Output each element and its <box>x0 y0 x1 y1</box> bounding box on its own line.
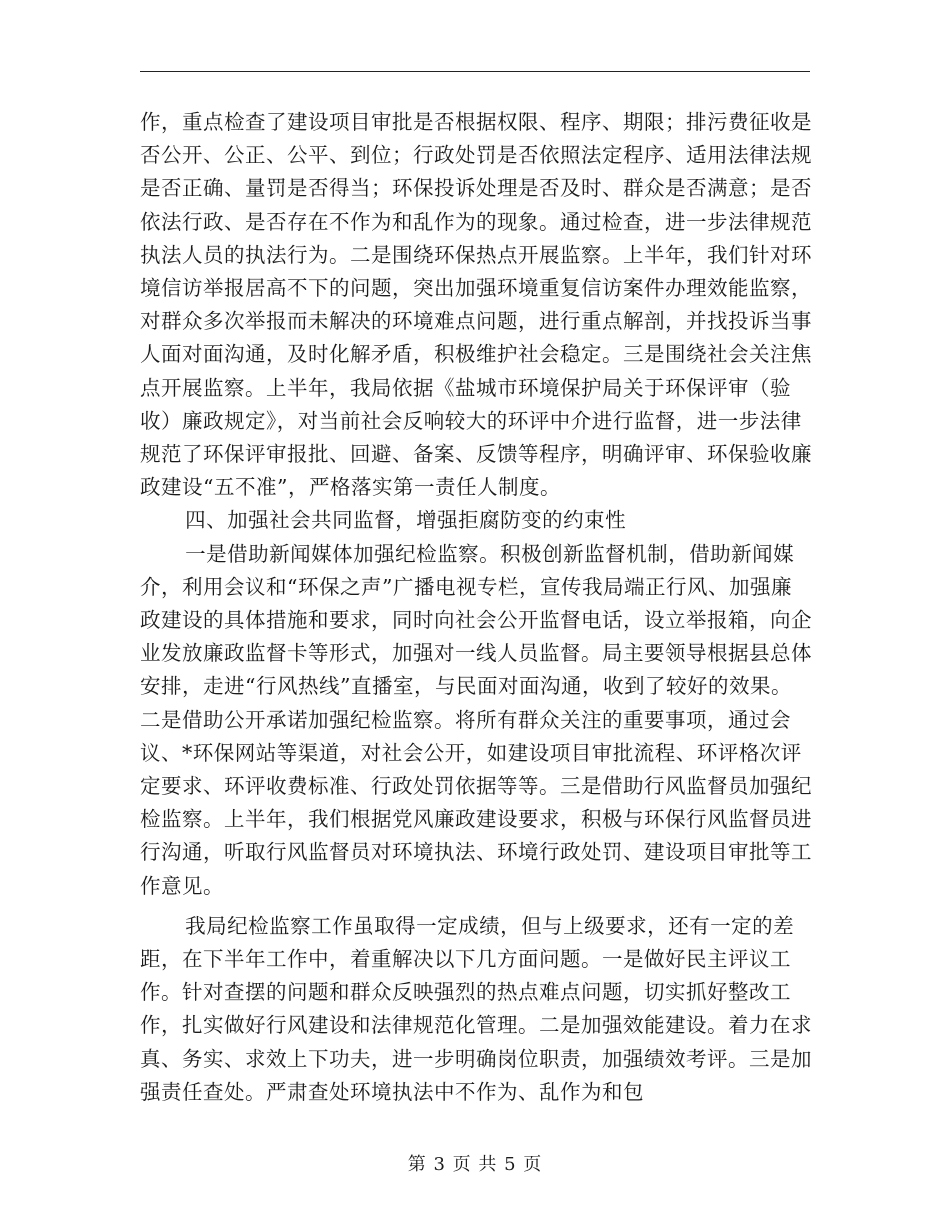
header-rule <box>140 71 810 72</box>
paragraph: 一是借助新闻媒体加强纪检监察。积极创新监督机制，借助新闻媒介，利用会议和“环保之声”广播电视专栏，宣传我局端正行风、加强廉政建设的具体措施和要求，同时向社会公开监督电话，设立举报箱，向企业发放廉政监督卡等形式，加强对一线人员监督。局主要领导根据县总体安排，走进“行风热线”直播室，与民面对面沟通，收到了较好的效果。二是借助公开承诺加强纪检监察。将所有群众关注的重要事项，通过会议、*环保网站等渠道，对社会公开，如建设项目审批流程、环评格次评定要求、环评收费标准、行政处罚依据等等。三是借助行风监督员加强纪检监察。上半年，我们根据党风廉政建设要求，积极与环保行风监督员进行沟通，听取行风监督员对环境执法、环境行政处罚、建设项目审批等工作意见。 <box>140 541 812 898</box>
paragraph: 我局纪检监察工作虽取得一定成绩，但与上级要求，还有一定的差距，在下半年工作中，着重解决以下几方面问题。一是做好民主评议工作。针对查摆的问题和群众反映强烈的热点难点问题，切实抓好整改工作，扎实做好行风建设和法律规范化管理。二是加强效能建设。着力在求真、务实、求效上下功夫，进一步明确岗位职责，加强绩效考评。三是加强责任查处。严肃查处环境执法中不作为、乱作为和包 <box>140 913 812 1104</box>
document-body <box>140 106 812 1109</box>
page-footer: 第 3 页 共 5 页 <box>407 1154 543 1175</box>
section-heading: 四、加强社会共同监督，增强拒腐防变的约束性 <box>185 508 627 533</box>
paragraph-continuation: 作，重点检查了建设项目审批是否根据权限、程序、期限；排污费征收是否公开、公正、公平、到位；行政处罚是否依照法定程序、适用法律法规是否正确、量罚是否得当；环保投诉处理是否及时、群众是否满意；是否依法行政、是否存在不作为和乱作为的现象。通过检查，进一步法律规范执法人员的执法行为。二是围绕环保热点开展监察。上半年，我们针对环境信访举报居高不下的问题，突出加强环境重复信访案件办理效能监察，对群众多次举报而未解决的环境难点问题，进行重点解剖，并找投诉当事人面对面沟通，及时化解矛盾，积极维护社会稳定。三是围绕社会关注焦点开展监察。上半年，我局依据《盐城市环境保护局关于环保评审（验收）廉政规定》，对当前社会反响较大的环评中介进行监督，进一步法律规范了环保评审报批、回避、备案、反馈等程序，明确评审、环保验收廉政建设“五不准”，严格落实第一责任人制度。 <box>140 110 812 500</box>
